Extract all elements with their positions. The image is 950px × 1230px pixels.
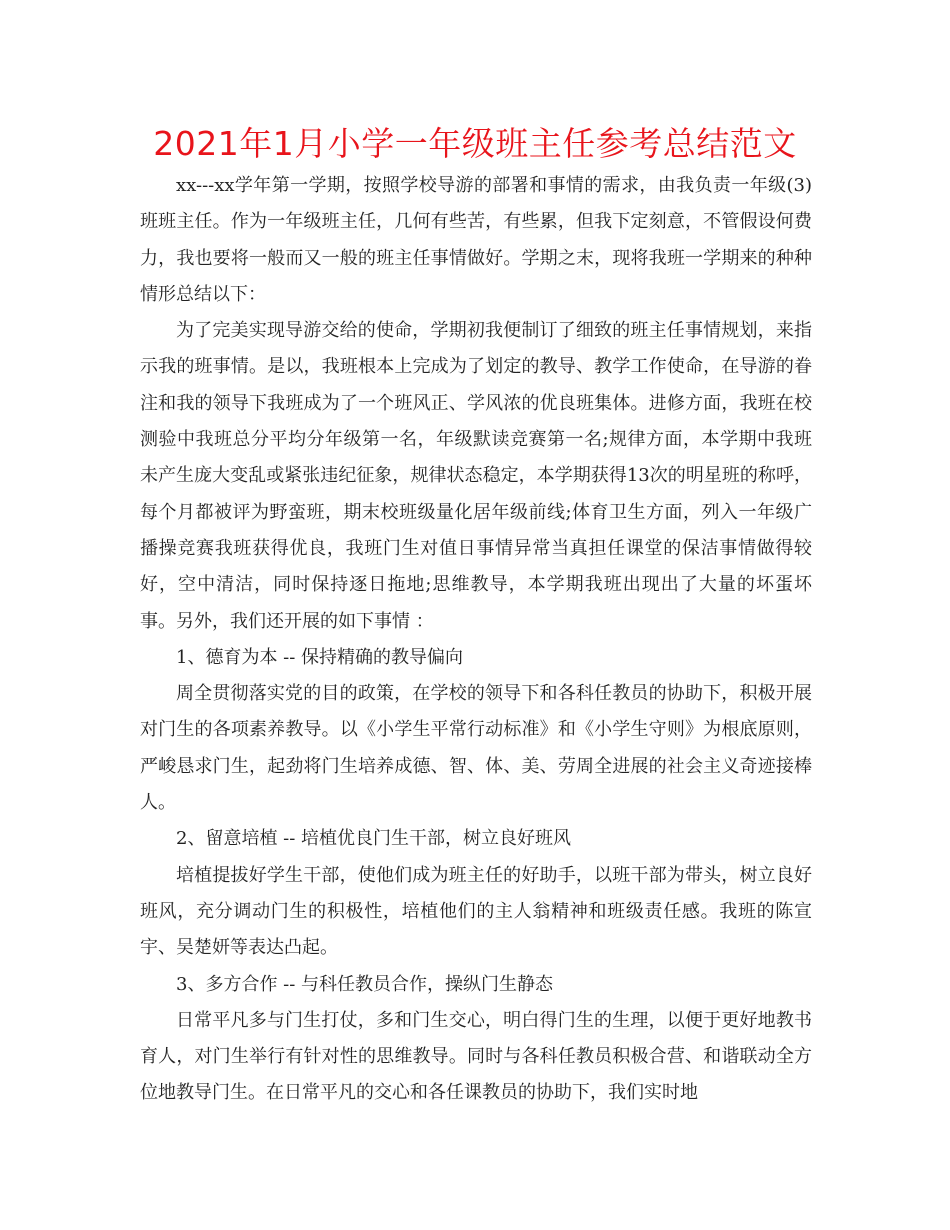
document-title: 2021年1月小学一年级班主任参考总结范文 <box>153 124 797 163</box>
document-body <box>140 168 812 1112</box>
section-heading-2: 2、留意培植 -- 培植优良门生干部，树立良好班风 <box>176 828 572 850</box>
paragraph-section-1: 周全贯彻落实党的目的政策，在学校的领导下和各科任教员的协助下，积极开展对门生的各项素养教导。以《小学生平常行动标准》和《小学生守则》为根底原则，严峻恳求门生，起劲将门生培养成德、智、体、美、劳周全进展的社会主义奇迹接棒人。 <box>140 683 812 814</box>
paragraph-section-3: 日常平凡多与门生打仗，多和门生交心，明白得门生的生理，以便于更好地教书育人，对门生举行有针对性的思维教导。同时与各科任教员积极合营、和谐联动全方位地教导门生。在日常平凡的交心和各任课教员的协助下，我们实时地 <box>140 1009 812 1104</box>
section-heading-3: 3、多方合作 -- 与科任教员合作，操纵门生静态 <box>176 973 554 995</box>
paragraph-intro: xx---xx学年第一学期，按照学校导游的部署和事情的需求，由我负责一年级(3)班班主任。作为一年级班主任，几何有些苦，有些累，但我下定刻意，不管假设何费力，我也要将一般而又一般的班主任事情做好。学期之末，现将我班一学期来的种种情形总结以下： <box>140 175 812 305</box>
paragraph-section-2: 培植提拔好学生干部，使他们成为班主任的好助手，以班干部为带头，树立良好班风，充分调动门生的积极性，培植他们的主人翁精神和班级责任感。我班的陈宣宇、吴楚妍等表达凸起。 <box>140 864 812 959</box>
section-heading-1: 1、德育为本 -- 保持精确的教导偏向 <box>176 646 464 668</box>
paragraph-overview: 为了完美实现导游交给的使命，学期初我便制订了细致的班主任事情规划，来指示我的班事情。是以，我班根本上完成为了划定的教导、教学工作使命，在导游的眷注和我的领导下我班成为了一个班风正、学风浓的优良班集体。进修方面，我班在校测验中我班总分平均分年级第一名，年级默读竞赛第一名;规律方面，本学期中我班未产生庞大变乱或紧张违纪征象，规律状态稳定，本学期获得13次的明星班的称呼，每个月都被评为野蛮班，期末校班级量化居年级前线;体育卫生方面，列入一年级广播操竞赛我班获得优良，我班门生对值日事情异常当真担任课堂的保洁事情做得较好，空中清洁，同时保持逐日拖地;思维教导，本学期我班出现出了大量的坏蛋坏事。另外，我们还开展的如下事情 ： <box>140 320 812 632</box>
